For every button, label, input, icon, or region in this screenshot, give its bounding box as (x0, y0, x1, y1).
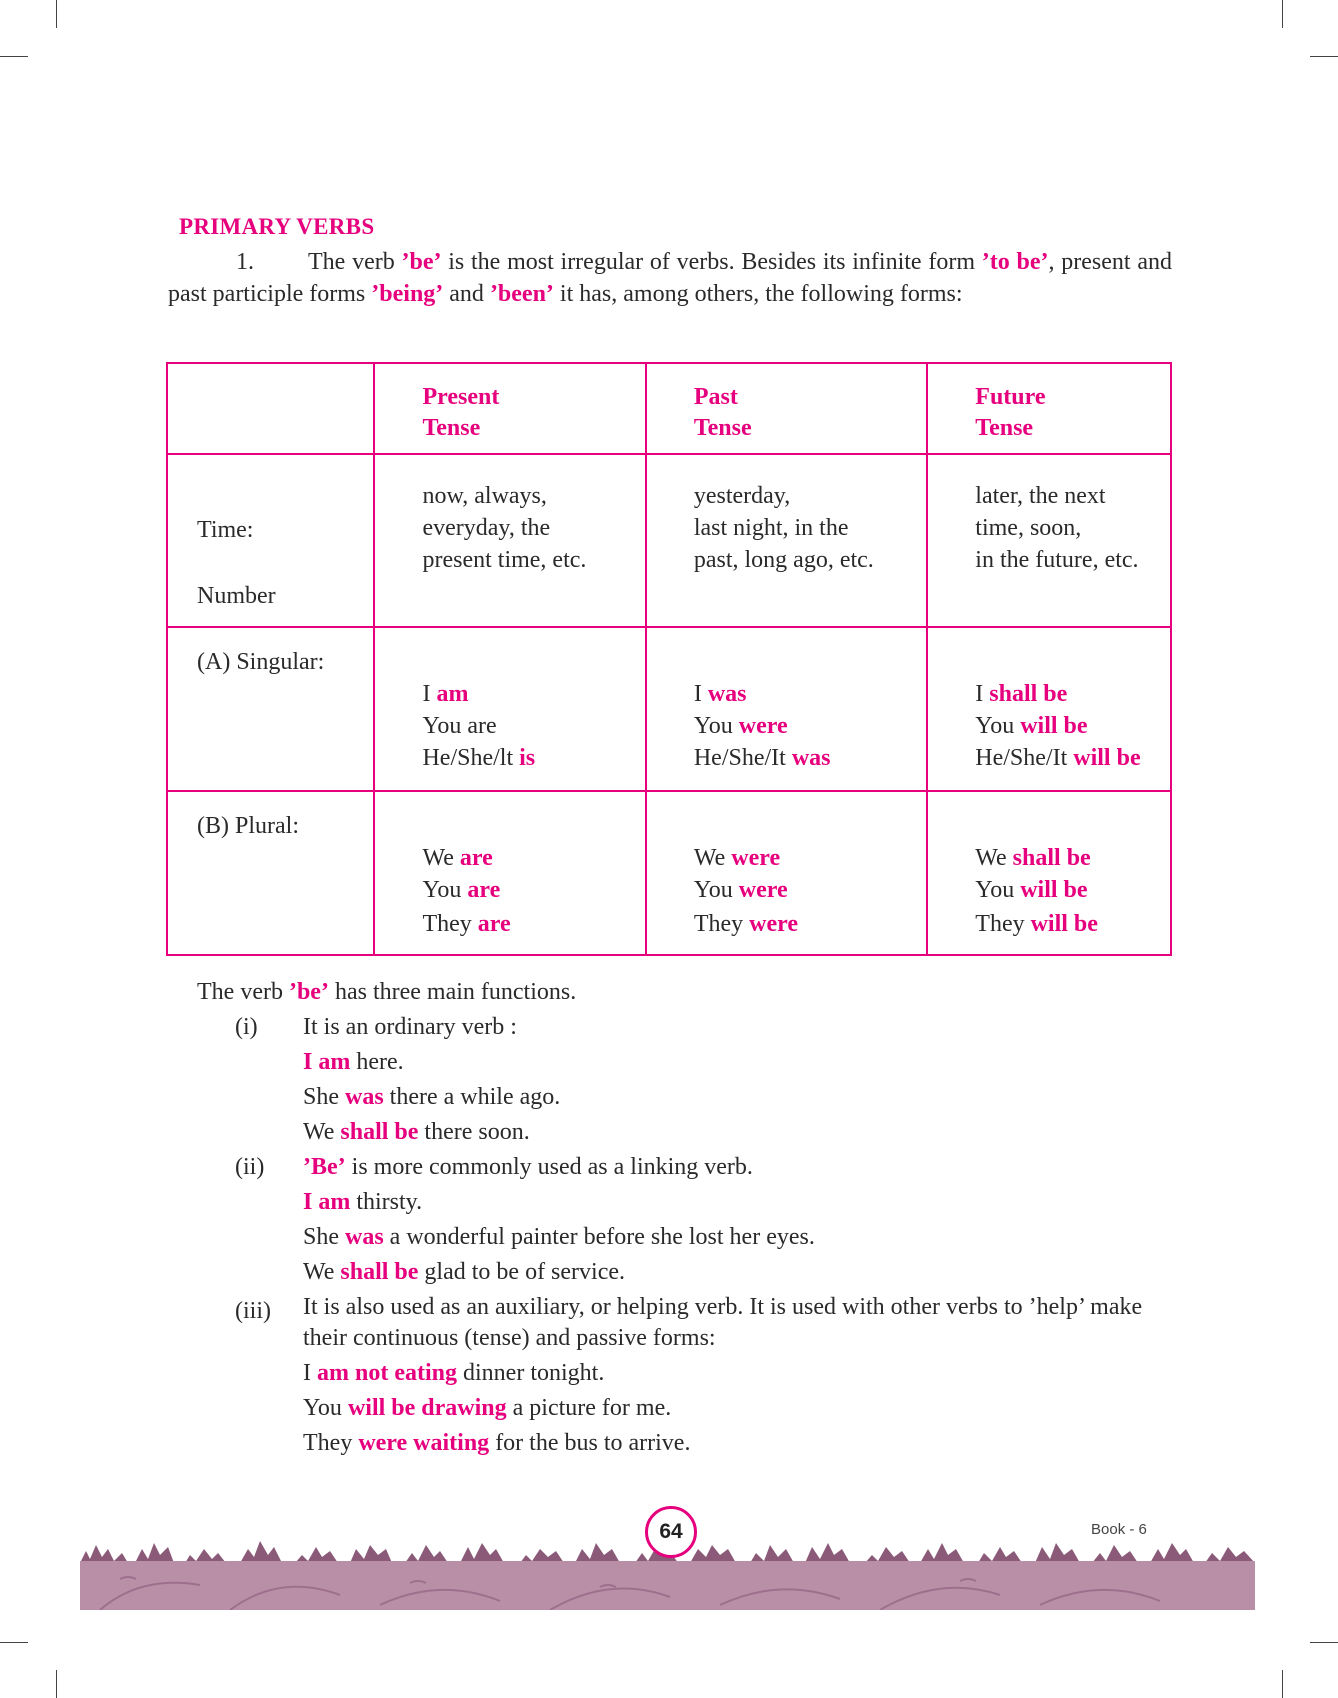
example-sentence (303, 1115, 1177, 1150)
roman-numeral: (iii) (235, 1298, 271, 1324)
example-sentence (303, 1426, 1177, 1461)
keyword: am not eating (317, 1360, 457, 1386)
number-label: Number (197, 583, 276, 609)
pronoun: I (693, 681, 708, 707)
form-line (694, 842, 926, 874)
form-line (694, 678, 926, 710)
example-sentence (303, 1045, 1177, 1080)
header-future (927, 363, 1171, 454)
function-item (197, 1292, 1177, 1461)
verb-form: will be (1020, 713, 1088, 739)
form-line (422, 842, 644, 874)
verb-form: were (738, 877, 788, 903)
pronoun: You (975, 877, 1021, 903)
verb-form: were (749, 911, 799, 937)
body-text: there a while ago. (383, 1084, 561, 1110)
verb-form: will be (1030, 911, 1098, 937)
form-line (975, 908, 1170, 940)
intro-text: The verb (308, 249, 402, 275)
body-text: We (303, 1259, 341, 1285)
crop-mark (56, 0, 57, 28)
section-heading: PRIMARY VERBS (179, 214, 375, 239)
cell-line: last night, in the (693, 515, 849, 541)
example-sentence (303, 1356, 1177, 1391)
function-description (303, 1150, 1177, 1185)
verb-form: were (738, 713, 788, 739)
keyword: ’been’ (489, 281, 554, 307)
body-text: We (303, 1119, 341, 1145)
pronoun: They (422, 911, 478, 937)
form-line (975, 678, 1170, 710)
roman-numeral: (ii) (235, 1154, 265, 1180)
pronoun: We (693, 845, 732, 871)
keyword: shall be (340, 1119, 419, 1145)
verb-form: am (436, 681, 469, 707)
roman-numeral: (i) (235, 1014, 258, 1040)
pronoun: We (422, 845, 460, 871)
body-text: for the bus to arrive. (489, 1430, 691, 1456)
verb-form: was (791, 745, 831, 771)
example-sentence (303, 1080, 1177, 1115)
empty-header-cell (167, 363, 374, 454)
verb-form: will be (1073, 745, 1141, 771)
form-line (975, 742, 1170, 774)
pronoun: You (693, 713, 739, 739)
intro-paragraph (168, 246, 1172, 310)
keyword: I am (303, 1049, 351, 1075)
cell-line: present time, etc. (422, 547, 587, 573)
function-item (197, 1010, 1177, 1150)
example-sentence (303, 1220, 1177, 1255)
pronoun: You are (422, 713, 497, 739)
body-text: They (303, 1430, 359, 1456)
function-description: It is also used as an auxiliary, or helping verb. It is used with other verbs to ’help’ make their continuous (tense) and passive forms: (303, 1294, 1143, 1351)
functions-intro (197, 975, 1177, 1010)
intro-text: it has, among others, the following forms: (553, 281, 963, 307)
cell-line: past, long ago, etc. (693, 547, 874, 573)
time-label: Time: (197, 517, 254, 543)
crop-mark (1282, 1670, 1283, 1698)
header-line: Tense (693, 415, 752, 441)
example-sentence (303, 1255, 1177, 1290)
pronoun: We (975, 845, 1013, 871)
crop-mark (56, 1670, 57, 1698)
keyword: ’Be’ (303, 1154, 346, 1180)
verb-form: are (459, 845, 493, 871)
form-line (694, 710, 926, 742)
header-line: Past (693, 384, 738, 410)
body-text: dinner tonight. (457, 1360, 605, 1386)
function-item (197, 1150, 1177, 1290)
book-label: Book - 6 (1091, 1521, 1147, 1538)
intro-text: is the most irregular of verbs. Besides its infinite form (441, 249, 982, 275)
time-cell-past (646, 454, 927, 627)
header-line: Tense (975, 415, 1034, 441)
verb-form: are (467, 877, 501, 903)
verb-form: is (519, 745, 536, 771)
page-number: 64 (645, 1506, 697, 1558)
header-line: Present (422, 384, 500, 410)
example-sentence (303, 1185, 1177, 1220)
cell-line: later, the next (975, 483, 1106, 509)
pronoun: You (693, 877, 739, 903)
body-text: a picture for me. (506, 1395, 672, 1421)
plural-label: (B) Plural: (197, 813, 299, 839)
body-text: a wonderful painter before she lost her eyes. (383, 1224, 815, 1250)
keyword: ’be’ (401, 249, 442, 275)
time-row (167, 454, 1171, 627)
body-text: there soon. (418, 1119, 530, 1145)
body-text: has three main functions. (328, 979, 577, 1005)
verb-form: were (731, 845, 781, 871)
singular-label-cell (167, 627, 374, 791)
body-text: is more commonly used as a linking verb. (345, 1154, 753, 1180)
verb-form: are (477, 911, 511, 937)
functions-section (197, 975, 1177, 1461)
example-sentence (303, 1391, 1177, 1426)
pronoun: He/She/It (975, 745, 1074, 771)
cell-line: now, always, (422, 483, 547, 509)
cell-line: everyday, the (422, 515, 551, 541)
pronoun: I (975, 681, 990, 707)
keyword: ’be’ (288, 979, 329, 1005)
cell-line: time, soon, (975, 515, 1082, 541)
body-text: thirsty. (350, 1189, 423, 1215)
form-line (975, 874, 1170, 906)
plural-label-cell (167, 791, 374, 955)
form-line (975, 710, 1170, 742)
verb-forms-table (166, 362, 1172, 956)
body-text: She (303, 1084, 345, 1110)
keyword: ’to be’ (981, 249, 1049, 275)
time-cell-future (927, 454, 1171, 627)
body-text: I (303, 1360, 317, 1386)
crop-mark (1310, 1642, 1338, 1643)
header-line: Future (975, 384, 1046, 410)
verb-form: was (707, 681, 747, 707)
pronoun: They (693, 911, 750, 937)
keyword: will be drawing (347, 1395, 507, 1421)
singular-past (646, 627, 927, 791)
pronoun: You (422, 877, 468, 903)
header-present (374, 363, 645, 454)
crop-mark (1282, 0, 1283, 28)
form-line (694, 908, 926, 940)
singular-row (167, 627, 1171, 791)
form-line (422, 908, 644, 940)
verb-form: shall be (1012, 845, 1091, 871)
keyword: were waiting (358, 1430, 490, 1456)
body-text: glad to be of service. (418, 1259, 626, 1285)
crop-mark (0, 56, 28, 57)
keyword: I am (303, 1189, 351, 1215)
form-line (422, 742, 644, 774)
form-line (422, 710, 644, 742)
keyword: was (345, 1224, 384, 1250)
item-number: 1. (236, 249, 254, 275)
singular-present (374, 627, 645, 791)
form-line (422, 678, 644, 710)
time-cell-present (374, 454, 645, 627)
keyword: was (345, 1084, 384, 1110)
pronoun: He/She/lt (422, 745, 520, 771)
pronoun: They (975, 911, 1031, 937)
singular-label: (A) Singular: (197, 649, 325, 675)
pronoun: I (422, 681, 437, 707)
header-past (646, 363, 927, 454)
form-line (422, 874, 644, 906)
plural-present (374, 791, 645, 955)
crop-mark (0, 1642, 28, 1643)
function-description: It is an ordinary verb : (303, 1014, 517, 1040)
verb-form: shall be (989, 681, 1068, 707)
ground-band (80, 1561, 1255, 1610)
body-text: She (303, 1224, 345, 1250)
keyword: ’being’ (371, 281, 444, 307)
crop-mark (1310, 56, 1338, 57)
plural-future (927, 791, 1171, 955)
verb-form: will be (1020, 877, 1088, 903)
body-text: You (303, 1395, 348, 1421)
header-line: Tense (422, 415, 481, 441)
intro-text: , present and past participle forms (168, 249, 1172, 307)
body-text: here. (350, 1049, 404, 1075)
pronoun: You (975, 713, 1021, 739)
intro-text: and (443, 281, 490, 307)
form-line (694, 874, 926, 906)
cell-line: yesterday, (693, 483, 791, 509)
pronoun: He/She/It (693, 745, 792, 771)
plural-past (646, 791, 927, 955)
table-header-row (167, 363, 1171, 454)
keyword: shall be (340, 1259, 419, 1285)
body-text: The verb (197, 979, 289, 1005)
time-label-cell (167, 454, 374, 627)
form-line (975, 842, 1170, 874)
singular-future (927, 627, 1171, 791)
form-line (694, 742, 926, 774)
cell-line: in the future, etc. (975, 547, 1139, 573)
plural-row (167, 791, 1171, 955)
